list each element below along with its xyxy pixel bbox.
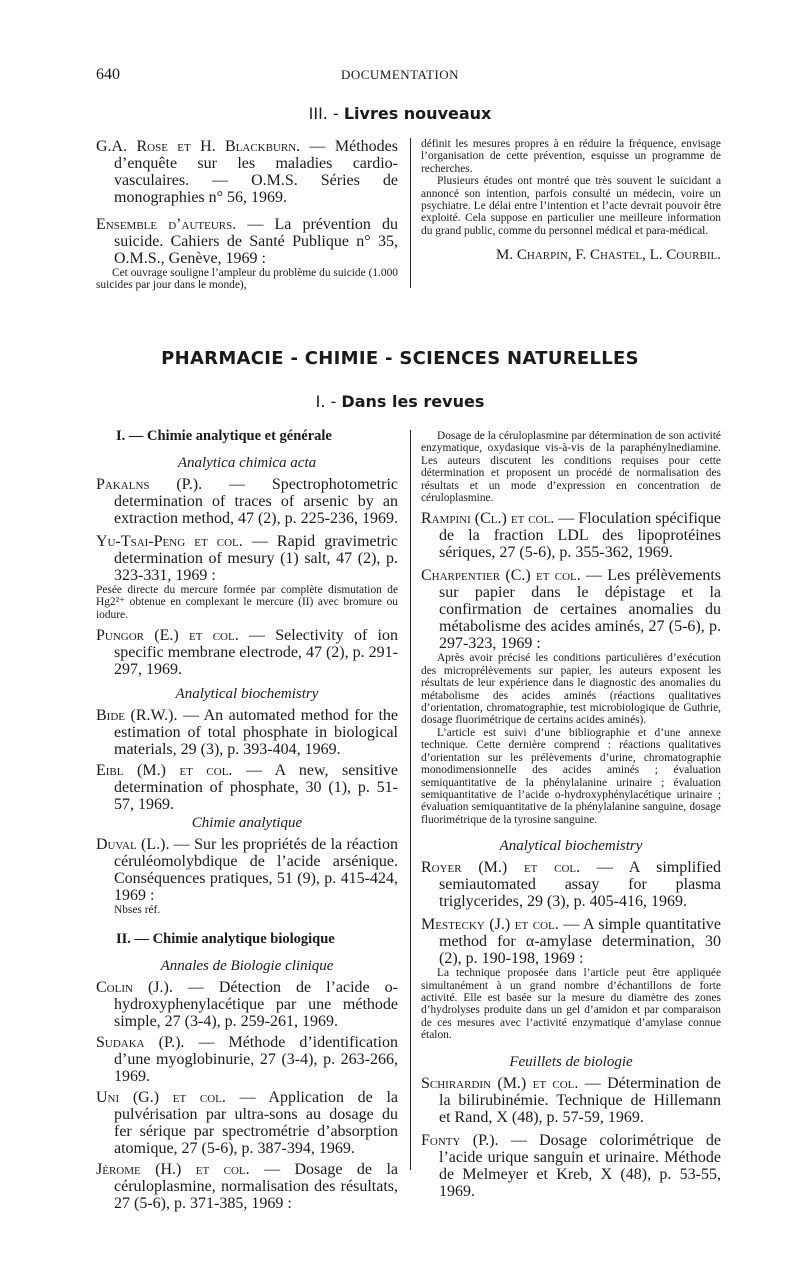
bib-entry [421, 859, 721, 910]
bib-entry [96, 836, 398, 904]
bib-entry [96, 533, 398, 584]
column-divider-main [410, 430, 411, 1170]
bib-entry [96, 476, 398, 527]
entry-note: L’article est suivi d’une bibliographie et d’une annexe technique. Cette dernière comprend : réactions qualitatives d’orientation sur les prélèvements d’urine, chromatographie monodimensionnelle des acides aminés ; évaluation semiquantitative de la phénylalanine urinaire ; évaluation semiquantitative de l’acide o-hydroxyphénylacétique urinaire ; évaluation semiquantitative de la phénylalanine sanguine, dosage fluorimétrique de la tyrosine sanguine. [421, 726, 721, 826]
entry-author: Mestecky (J.) et col. [421, 916, 559, 934]
entry-text: — Spectrophotometric determination of traces of arsenic by an extraction method, 47 (2), p. 225-236, 1969. [114, 476, 399, 527]
livres-left-column [96, 138, 398, 292]
entry-note: La technique proposée dans l’article peut être appliquée simultanément à un grand nombre d’échantillons de forte activité. Elle est basée sur la mesure du diamètre des zones d’hydrolyses produite dans un gel d’amidon et par comparaison de ces mesures avec l’activité enzymatique d’amylase connue étalon. [421, 967, 721, 1042]
entry-text: — Dosage colorimétrique de l’acide urique sanguin et urinaire. Méthode de Melmeyer et Kreb, X (48), p. 53-55, 1969. [439, 1131, 721, 1200]
entry-author: Duval (L.). [96, 836, 170, 854]
page-number: 640 [96, 66, 120, 83]
entry-note: Dosage de la céruloplasmine par détermination de son activité enzymatique, oxydasique vis-à-vis de la paraphénylnediamine. Les auteurs discutent les conditions requises pour cette détermination et proposent un procédé de normalisation des résultats et un mode d’expression en concentration de céruloplasmine. [421, 430, 721, 505]
bib-entry [421, 1132, 721, 1200]
entry-note: Pesée directe du mercure formée par complète dismutation de Hg2²⁺ obtenue en complexant le mercure (II) avec bromure ou iodure. [96, 584, 398, 621]
entry-author: Bide (R.W.). [96, 707, 178, 725]
entry-author: Uni (G.) et col. [96, 1088, 226, 1106]
entry-note: Nbses réf. [114, 904, 161, 917]
livres-entry-rose [96, 138, 398, 206]
entry-author: G.A. Rose et H. Blackburn. [96, 138, 301, 155]
livres-note-right-2: Plusieurs études ont montré que très souvent le suicidant a annoncé son intention, parfois consulté un médecin, voire un psychiatre. Le délai entre l’intention et l’acte devrait pouvoir être exploité. Cela suppose en particulier une meilleure information du grand public, comme du personnel médical et para-médical. [421, 175, 721, 237]
entry-text: — La prévention du suicide. Cahiers de Santé Publique n° 35, O.M.S., Genève, 1969 : [114, 216, 399, 267]
livres-note-left: Cet ouvrage souligne l’ampleur du problème du suicide (1.000 suicides par jour dans le monde), [96, 267, 398, 292]
main-heading: PHARMACIE - CHIMIE - SCIENCES NATURELLES [161, 348, 639, 369]
entry-text: — Application de la pulvérisation par ultra-sons au dosage du fer sérique par spectrométrie d’absorption atomique, 27 (5-6), p. 387-394, 1969. [114, 1088, 398, 1157]
bib-entry [96, 762, 398, 813]
entry-text: — Floculation spécifique de la fraction LDL des lipoprotéines sériques, 27 (5-6), p. 355-362, 1969. [439, 510, 721, 562]
revues-left-column [96, 428, 398, 1212]
entry-text: — Sur les propriétés de la réaction céruléomolybdique de l’acide arsénique. Conséquences pratiques, 51 (9), p. 415-424, 1969 : [114, 836, 398, 905]
revues-right-column [421, 430, 721, 1200]
section-livres-num: III. - [308, 104, 339, 123]
bib-entry [96, 1034, 398, 1085]
section-revues-heading [0, 392, 800, 411]
section-livres-title: Livres nouveaux [343, 104, 492, 123]
entry-text: — Rapid gravimetric determination of mesury (1) salt, 47 (2), p. 323-331, 1969 : [114, 533, 398, 584]
journal-heading: Analytica chimica acta [177, 455, 317, 471]
journal-heading: Chimie analytique [191, 815, 303, 832]
entry-author: Charpentier (C.) et col. [421, 567, 581, 585]
bib-entry [96, 1161, 398, 1212]
journal-heading: Feuillets de biologie [509, 1053, 633, 1070]
bib-entry [421, 1075, 721, 1126]
bib-entry [96, 1089, 398, 1157]
journal-heading: Analytical biochemistry [499, 838, 643, 855]
section-revues-title: Dans les revues [341, 392, 485, 411]
bib-entry [96, 627, 398, 678]
column-divider-top [410, 138, 411, 288]
entry-text: — Détermination de la bilirubinémie. Technique de Hillemann et Rand, X (48), p. 57-59, 1969. [439, 1074, 721, 1126]
bib-entry [421, 916, 721, 967]
livres-note-right: définit les mesures propres à en réduire la fréquence, envisage l’organisation de cette prévention, esquisse un programme de recherches. [421, 138, 721, 175]
entry-text: — Méthode d’identification d’une myoglobinurie, 27 (3-4), p. 263-266, 1969. [114, 1033, 398, 1085]
entry-text: — Les prélèvements sur papier dans le dépistage et la confirmation de certaines anomalies du métabolisme des acides aminés, 27 (5-6), p. 297-323, 1969 : [439, 567, 721, 653]
entry-author: Schirardin (M.) et col. [421, 1074, 579, 1092]
entry-text: — Détection de l’acide o-hydroxyphenylacétique par une méthode simple, 27 (3-4), p. 259-261, 1969. [114, 978, 398, 1030]
entry-text: — Dosage de la céruloplasmine, normalisation des résultats, 27 (5-6), p. 371-385, 1969 : [114, 1160, 398, 1212]
journal-heading: Analytical biochemistry [175, 686, 319, 703]
entry-author: Pakalns (P.). [96, 476, 203, 493]
bib-entry [96, 979, 398, 1030]
entry-author: Fonty (P.). [421, 1131, 499, 1149]
entry-author: Rampini (Cl.) et col. [421, 510, 555, 528]
running-title: DOCUMENTATION [340, 67, 460, 82]
entry-author: Pungor (E.) et col. [96, 627, 239, 645]
entry-author: Jérome (H.) et col. [96, 1160, 250, 1178]
entry-author: Yu-Tsai-Peng et col. [96, 533, 243, 550]
entry-text: — A new, sensitive determination of phosphate, 30 (1), p. 51-57, 1969. [114, 762, 398, 814]
category-heading: II. — Chimie analytique biologique [116, 930, 335, 947]
entry-note: Après avoir précisé les conditions particulières d’exécution des microprélèvements sur papier, les auteurs exposent les résultats de leur expérience dans le diagnostic des anomalies du métabolisme des acides aminés (réactions qualitatives d’orientation, chromatographie, test microbiologique de Guthrie, dosage fluorimétrique de certains acides aminés). [421, 652, 721, 727]
section-livres-heading [0, 104, 800, 123]
section-revues-num: I. - [315, 392, 337, 411]
journal-heading: Annales de Biologie clinique [160, 957, 334, 974]
entry-text: — Selectivity of ion specific membrane electrode, 47 (2), p. 291-297, 1969. [114, 627, 398, 679]
entry-author: Sudaka (P.). [96, 1033, 185, 1051]
category-heading: I. — Chimie analytique et générale [116, 428, 332, 444]
signature: M. Charpin, F. Chastel, L. Courbil. [496, 247, 721, 264]
livres-entry-ensemble [96, 216, 398, 267]
entry-author: Colin (J.). [96, 978, 173, 996]
livres-right-column [421, 138, 721, 264]
entry-text: — A simple quantitative method for α-amylase determination, 30 (2), p. 190-198, 1969 : [439, 916, 721, 968]
entry-author: Royer (M.) et col. [421, 859, 581, 877]
entry-text: — A simplified semiautomated assay for plasma triglycerides, 29 (3), p. 405-416, 1969. [439, 859, 722, 911]
entry-author: Eibl (M.) et col. [96, 762, 233, 780]
bib-entry [421, 510, 721, 561]
entry-text: — An automated method for the estimation of total phosphate in biological materials, 29 (3), p. 393-404, 1969. [114, 707, 398, 759]
entry-text: — Méthodes d’enquête sur les maladies cardio-vasculaires. — O.M.S. Séries de monographies n° 56, 1969. [114, 138, 398, 206]
bib-entry [96, 707, 398, 758]
entry-author: Ensemble d’auteurs. [96, 216, 237, 233]
bib-entry [421, 567, 721, 652]
